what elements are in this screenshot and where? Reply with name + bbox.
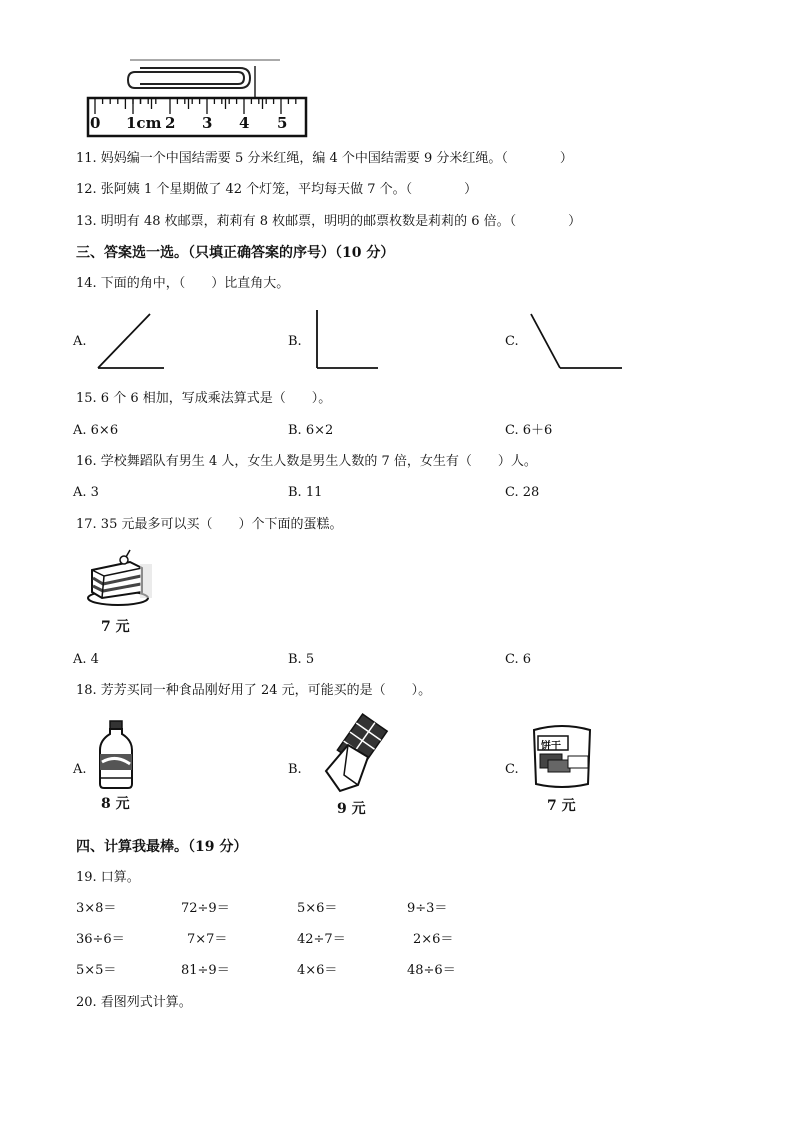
question-16: 16. 学校舞蹈队有男生 4 人，女生人数是男生人数的 7 倍，女生有（ ）人。 (76, 454, 537, 469)
q17-option-b[interactable]: B. 5 (288, 652, 315, 667)
question-12: 12. 张阿姨 1 个星期做了 42 个灯笼，平均每天做 7 个。（ ） (76, 182, 478, 197)
q16-option-b[interactable]: B. 11 (288, 485, 323, 500)
section-3-heading: 三、答案选一选。（只填正确答案的序号）（10 分） (76, 245, 395, 261)
calc-item: 48÷6＝ (407, 963, 456, 978)
q14-option-c[interactable]: C. (505, 334, 519, 349)
q14-option-a[interactable]: A. (73, 334, 87, 349)
q15-option-b[interactable]: B. 6×2 (288, 423, 334, 438)
biscuit-price: 7 元 (547, 798, 576, 814)
q17-option-a[interactable]: A. 4 (73, 652, 99, 667)
paper-clip-icon (128, 68, 250, 88)
cake-price: 7 元 (101, 619, 130, 635)
ruler-label-0: 0 (90, 114, 101, 132)
calc-item: 5×6＝ (297, 901, 338, 916)
calc-item: 4×6＝ (297, 963, 338, 978)
question-15: 15. 6 个 6 相加，写成乘法算式是（ ）。 (76, 391, 332, 406)
right-angle-figure (314, 310, 384, 372)
obtuse-angle-figure (528, 311, 628, 373)
ruler-drawing (80, 48, 310, 138)
ruler-label-1cm: 1cm (126, 114, 162, 132)
calc-item: 9÷3＝ (407, 901, 448, 916)
q18-option-a[interactable]: A. (73, 762, 87, 777)
ruler-label-2: 2 (165, 114, 176, 132)
biscuit-label: 饼干 (541, 741, 561, 752)
question-19: 19. 口算。 (76, 870, 140, 885)
question-14: 14. 下面的角中，（ ）比直角大。 (76, 276, 290, 291)
calc-item: 5×5＝ (76, 963, 117, 978)
q18-option-c[interactable]: C. (505, 762, 519, 777)
biscuit-bag-icon (528, 722, 596, 792)
calc-item: 42÷7＝ (297, 932, 346, 947)
question-17: 17. 35 元最多可以买（ ）个下面的蛋糕。 (76, 517, 343, 532)
acute-angle-figure (96, 312, 166, 374)
question-13: 13. 明明有 48 枚邮票，莉莉有 8 枚邮票，明明的邮票枚数是莉莉的 6 倍。（ ） (76, 214, 582, 229)
bottle-icon (96, 720, 136, 790)
calc-item: 81÷9＝ (181, 963, 230, 978)
chocolate-icon (318, 715, 388, 795)
q16-option-c[interactable]: C. 28 (505, 485, 540, 500)
q15-option-a[interactable]: A. 6×6 (73, 423, 119, 438)
question-11: 11. 妈妈编一个中国结需要 5 分米红绳，编 4 个中国结需要 9 分米红绳。（ ） (76, 151, 573, 166)
q15-option-c[interactable]: C. 6＋6 (505, 423, 553, 438)
calc-item: 72÷9＝ (181, 901, 230, 916)
calc-item: 7×7＝ (187, 932, 228, 947)
question-20: 20. 看图列式计算。 (76, 995, 192, 1010)
calc-item: 3×8＝ (76, 901, 117, 916)
q16-option-a[interactable]: A. 3 (73, 485, 99, 500)
q18-option-b[interactable]: B. (288, 762, 302, 777)
cake-icon (84, 548, 156, 610)
ruler-label-5: 5 (277, 114, 288, 132)
bottle-price: 8 元 (101, 796, 130, 812)
ruler-label-3: 3 (202, 114, 213, 132)
calc-item: 2×6＝ (413, 932, 454, 947)
q17-option-c[interactable]: C. 6 (505, 652, 532, 667)
q14-option-b[interactable]: B. (288, 334, 302, 349)
section-4-heading: 四、计算我最棒。（19 分） (76, 839, 248, 855)
ruler-label-4: 4 (239, 114, 250, 132)
chocolate-price: 9 元 (337, 801, 366, 817)
calc-item: 36÷6＝ (76, 932, 125, 947)
question-18: 18. 芳芳买同一种食品刚好用了 24 元，可能买的是（ ）。 (76, 683, 432, 698)
